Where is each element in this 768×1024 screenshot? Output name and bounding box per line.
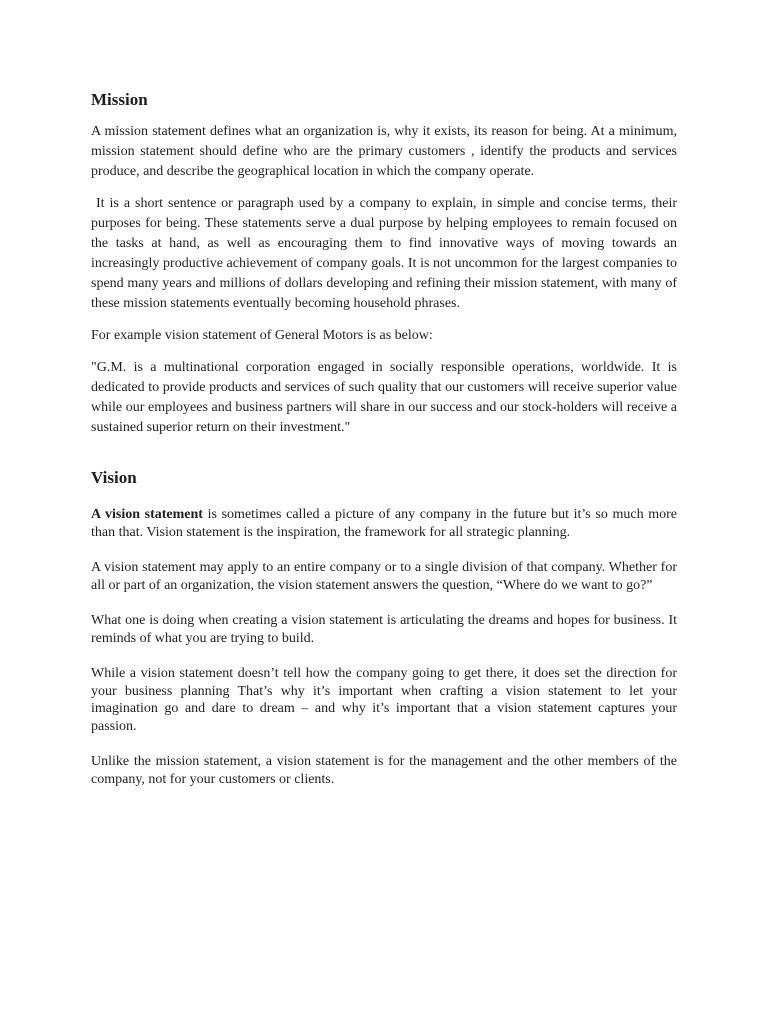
- mission-paragraph-2: It is a short sentence or paragraph used by a company to explain, in simple and concise terms, their purposes for being. These statements serve a dual purpose by helping employees to remain focused on the tasks at hand, as well as encouraging them to find innovative ways of moving towards an increasingly productive achievement of company goals. It is not uncommon for the largest companies to spend many years and millions of dollars developing and refining their mission statement, with many of these mission statements eventually becoming household phrases.: [91, 196, 681, 311]
- vision-paragraph-1-text: is sometimes called a picture of any company in the future but it’s so much more than that. Vision statement is the inspiration, the framework for all strategic planning.: [91, 507, 677, 540]
- vision-paragraph-1: [91, 506, 677, 541]
- vision-paragraph-3: What one is doing when creating a vision statement is articulating the dreams and hopes for business. It reminds of what you are trying to build.: [91, 613, 677, 646]
- vision-heading: Vision: [91, 468, 137, 487]
- vision-lead-term: A vision statement: [91, 507, 203, 522]
- vision-paragraph-5: Unlike the mission statement, a vision statement is for the management and the other members of the company, not for your customers or clients.: [91, 754, 677, 787]
- document-page: [91, 84, 681, 788]
- vision-paragraph-2: A vision statement may apply to an entire company or to a single division of that company. Whether for all or part of an organization, the vision statement answers the question, “Where do we want to go?”: [91, 560, 677, 593]
- mission-paragraph-3: For example vision statement of General Motors is as below:: [91, 328, 433, 343]
- mission-quote-paragraph: "G.M. is a multinational corporation engaged in socially responsible operations, worldwide. It is dedicated to provide products and services of such quality that our customers will receive superior value while our employees and business partners will share in our success and our stock-holders will receive a sustained superior return on their investment.": [91, 360, 677, 435]
- mission-heading: Mission: [91, 90, 148, 109]
- mission-paragraph-1: A mission statement defines what an organization is, why it exists, its reason for being. At a minimum, mission statement should define who are the primary customers , identify the products and services produce, and describe the geographical location in which the company operate.: [91, 124, 677, 179]
- vision-paragraph-4: While a vision statement doesn’t tell how the company going to get there, it does set the direction for your business planning That’s why it’s important when crafting a vision statement to let your imagination go and dare to dream – and why it’s important that a vision statement captures your passion.: [91, 666, 677, 734]
